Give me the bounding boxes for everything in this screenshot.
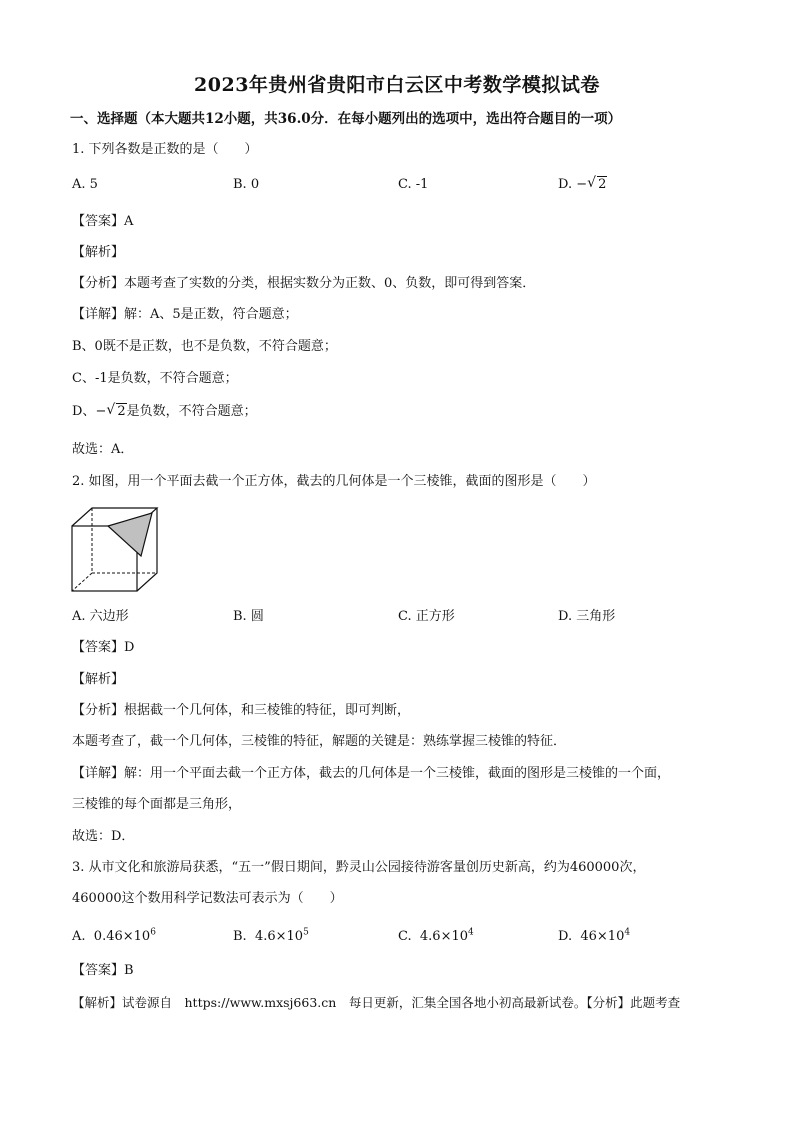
q1-answer: 【答案】A xyxy=(72,214,134,229)
q3-option-a-label: A. xyxy=(72,929,86,944)
q2-option-c: C. 正方形 xyxy=(398,609,455,624)
q1-analysis: 【分析】本题考查了实数的分类，根据实数分为正数、0、负数，即可得到答案． xyxy=(72,276,536,291)
q2-option-a: A. 六边形 xyxy=(72,609,129,624)
q3-option-d-mantissa: 46×10 xyxy=(580,929,625,944)
sqrt-icon: √ 2 xyxy=(106,402,126,419)
q2-detail-2: 三棱锥的每个面都是三角形， xyxy=(72,797,242,812)
q3-stem-2: 460000这个数用科学记数法可表示为（ ） xyxy=(72,891,343,906)
q1-option-b: B. 0 xyxy=(233,177,260,192)
q2-option-b: B. 圆 xyxy=(233,609,264,624)
cube-hidden-edge-diagonal xyxy=(72,573,92,591)
q2-analysis-2: 本题考查了，截一个几何体，三棱锥的特征，解题的关键是：熟练掌握三棱锥的特征． xyxy=(72,734,567,749)
q1-detail-d-radicand: 2 xyxy=(117,404,126,419)
q1-detail-c: C、-1是负数，不符合题意； xyxy=(72,371,238,386)
section-triangle xyxy=(108,513,152,556)
q1-detail-d-suffix: 是负数，不符合题意； xyxy=(126,404,257,419)
q1-option-c: C. -1 xyxy=(398,177,429,192)
q3-option-d xyxy=(558,928,630,946)
q3-jiexi-line: 【解析】试卷源自 https://www.mxsj663.cn 每日更新，汇集全国各地小初高最新试卷。【分析】此题考查 xyxy=(72,995,681,1010)
q2-jiexi: 【解析】 xyxy=(72,672,125,687)
q3-option-c-exponent: 4 xyxy=(468,927,474,938)
q1-option-d-label: D. xyxy=(558,177,573,192)
q1-detail: 【详解】解：A、5是正数，符合题意； xyxy=(72,307,298,322)
q3-option-c-label: C. xyxy=(398,929,412,944)
q2-detail: 【详解】解：用一个平面去截一个正方体，截去的几何体是一个三棱锥，截面的图形是三棱锥的一个面， xyxy=(72,766,671,781)
q3-option-b xyxy=(233,928,309,946)
q3-answer: 【答案】B xyxy=(72,963,134,978)
q1-detail-d xyxy=(72,403,257,421)
q3-option-b-label: B. xyxy=(233,929,247,944)
page-title: 2023年贵州省贵阳市白云区中考数学模拟试卷 xyxy=(194,74,600,96)
q1-option-d-sign: − xyxy=(576,177,588,192)
section-heading-choice: 一、选择题（本大题共12小题，共36.0分．在每小题列出的选项中，选出符合题目的一项） xyxy=(70,111,622,127)
q3-option-a-mantissa: 0.46×10 xyxy=(93,929,151,944)
q2-analysis: 【分析】根据截一个几何体，和三棱锥的特征，即可判断， xyxy=(72,703,411,718)
q2-option-d: D. 三角形 xyxy=(558,609,616,624)
q3-option-a xyxy=(72,928,156,946)
q1-option-d xyxy=(558,176,607,194)
q2-choose: 故选：D． xyxy=(72,829,135,844)
q1-option-d-radicand: 2 xyxy=(598,177,607,192)
q3-option-a-exponent: 6 xyxy=(150,927,156,938)
q1-stem: 1. 下列各数是正数的是（ ） xyxy=(72,142,258,157)
q3-option-b-exponent: 5 xyxy=(303,927,309,938)
q2-stem: 2. 如图，用一个平面去截一个正方体，截去的几何体是一个三棱锥，截面的图形是（ ） xyxy=(72,474,596,489)
cube-section-figure xyxy=(70,506,162,594)
q1-detail-d-prefix: D、 xyxy=(72,404,96,419)
q2-answer: 【答案】D xyxy=(72,640,135,655)
q1-choose: 故选：A． xyxy=(72,442,134,457)
sqrt-icon: √ 2 xyxy=(587,175,607,192)
q1-option-a: A. 5 xyxy=(72,177,98,192)
q3-stem: 3. 从市文化和旅游局获悉，“五一”假日期间，黔灵山公园接待游客量创历史新高，约为460000次， xyxy=(72,860,646,875)
q3-option-c xyxy=(398,928,474,946)
q1-jiexi: 【解析】 xyxy=(72,245,125,260)
q3-option-d-label: D. xyxy=(558,929,573,944)
q3-option-d-exponent: 4 xyxy=(624,927,631,938)
q3-option-c-mantissa: 4.6×10 xyxy=(419,929,468,944)
q1-detail-b: B、0既不是正数，也不是负数，不符合题意； xyxy=(72,339,337,354)
q3-option-b-mantissa: 4.6×10 xyxy=(254,929,304,944)
q1-detail-d-sign: − xyxy=(95,404,107,419)
